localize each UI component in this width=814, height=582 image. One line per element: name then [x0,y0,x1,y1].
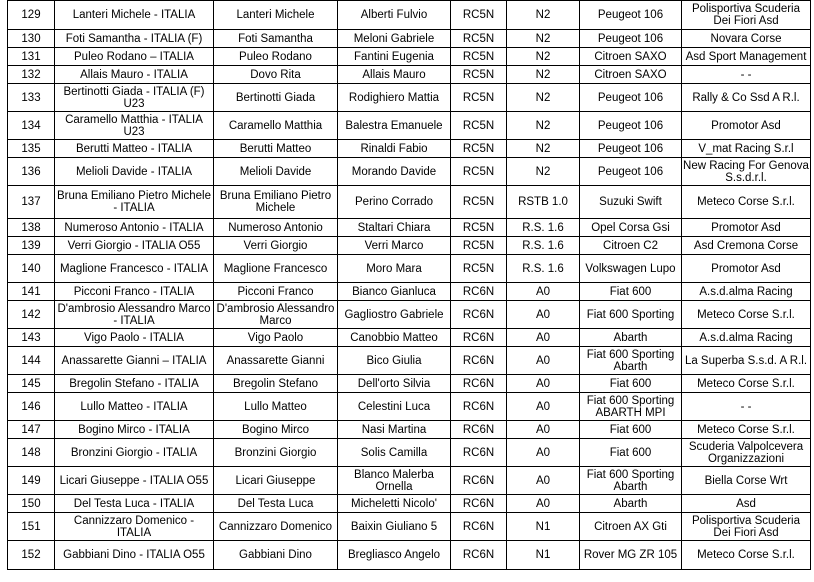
entry-list-body [8,1,811,570]
class-cell: R.S. 1.6 [507,237,580,255]
team-cell: Asd Sport Management [682,48,811,66]
class-cell: N2 [507,66,580,84]
team-cell: Meteco Corse S.r.l. [682,186,811,219]
group-cell: RC6N [451,467,507,495]
first-driver-cell: Caramello Matthia [214,112,338,140]
driver-nationality-cell: Caramello Matthia - ITALIA U23 [55,112,214,140]
group-cell: RC5N [451,158,507,186]
entry-number-cell: 144 [8,347,55,375]
car-model-cell: Citroen SAXO [580,66,682,84]
car-model-cell: Fiat 600 [580,439,682,467]
driver-nationality-cell: Lanteri Michele - ITALIA [55,1,214,30]
entry-number-cell: 134 [8,112,55,140]
class-cell: N2 [507,30,580,48]
first-driver-cell: Gabbiani Dino [214,541,338,570]
table-row [8,255,811,283]
entry-list-table [7,0,811,570]
class-cell: N2 [507,48,580,66]
driver-nationality-cell: Bogino Mirco - ITALIA [55,421,214,439]
group-cell: RC5N [451,66,507,84]
group-cell: RC6N [451,347,507,375]
first-driver-cell: Lanteri Michele [214,1,338,30]
team-cell: Meteco Corse S.r.l. [682,541,811,570]
table-row [8,375,811,393]
entry-number-cell: 129 [8,1,55,30]
table-row [8,347,811,375]
car-model-cell: Peugeot 106 [580,112,682,140]
first-driver-cell: Verri Giorgio [214,237,338,255]
co-driver-cell: Bico Giulia [338,347,451,375]
table-row [8,301,811,329]
driver-nationality-cell: Gabbiani Dino - ITALIA O55 [55,541,214,570]
driver-nationality-cell: Foti Samantha - ITALIA (F) [55,30,214,48]
table-row [8,84,811,112]
co-driver-cell: Meloni Gabriele [338,30,451,48]
table-row [8,439,811,467]
driver-nationality-cell: Cannizzaro Domenico - ITALIA [55,513,214,541]
table-row [8,1,811,30]
table-row [8,30,811,48]
car-model-cell: Fiat 600 Sporting Abarth [580,467,682,495]
driver-nationality-cell: Anassarette Gianni – ITALIA [55,347,214,375]
first-driver-cell: Bruna Emiliano Pietro Michele [214,186,338,219]
driver-nationality-cell: Melioli Davide - ITALIA [55,158,214,186]
table-row [8,140,811,158]
table-row [8,66,811,84]
first-driver-cell: D'ambrosio Alessandro Marco [214,301,338,329]
car-model-cell: Fiat 600 Sporting [580,301,682,329]
team-cell: V_mat Racing S.r.l [682,140,811,158]
car-model-cell: Peugeot 106 [580,158,682,186]
group-cell: RC6N [451,513,507,541]
entry-number-cell: 141 [8,283,55,301]
co-driver-cell: Bregliasco Angelo [338,541,451,570]
table-row [8,393,811,421]
class-cell: R.S. 1.6 [507,255,580,283]
first-driver-cell: Vigo Paolo [214,329,338,347]
table-row [8,421,811,439]
co-driver-cell: Allais Mauro [338,66,451,84]
co-driver-cell: Rinaldi Fabio [338,140,451,158]
car-model-cell: Abarth [580,495,682,513]
class-cell: A0 [507,393,580,421]
table-row [8,219,811,237]
driver-nationality-cell: Vigo Paolo - ITALIA [55,329,214,347]
table-row [8,48,811,66]
team-cell: Asd Cremona Corse [682,237,811,255]
car-model-cell: Opel Corsa Gsi [580,219,682,237]
entry-number-cell: 135 [8,140,55,158]
first-driver-cell: Dovo Rita [214,66,338,84]
first-driver-cell: Cannizzaro Domenico [214,513,338,541]
class-cell: N2 [507,140,580,158]
car-model-cell: Volkswagen Lupo [580,255,682,283]
group-cell: RC5N [451,1,507,30]
group-cell: RC5N [451,219,507,237]
entry-number-cell: 133 [8,84,55,112]
table-row [8,158,811,186]
driver-nationality-cell: Puleo Rodano – ITALIA [55,48,214,66]
car-model-cell: Citroen SAXO [580,48,682,66]
class-cell: N2 [507,112,580,140]
table-row [8,329,811,347]
entry-number-cell: 148 [8,439,55,467]
table-row [8,112,811,140]
car-model-cell: Peugeot 106 [580,140,682,158]
first-driver-cell: Lullo Matteo [214,393,338,421]
class-cell: A0 [507,347,580,375]
entry-number-cell: 131 [8,48,55,66]
class-cell: N2 [507,84,580,112]
car-model-cell: Peugeot 106 [580,84,682,112]
co-driver-cell: Verri Marco [338,237,451,255]
team-cell: Scuderia Valpolcevera Organizzazioni [682,439,811,467]
driver-nationality-cell: Bronzini Giorgio - ITALIA [55,439,214,467]
team-cell: Rally & Co Ssd A R.l. [682,84,811,112]
group-cell: RC5N [451,30,507,48]
entry-number-cell: 130 [8,30,55,48]
team-cell: A.s.d.alma Racing [682,283,811,301]
class-cell: N2 [507,1,580,30]
group-cell: RC5N [451,140,507,158]
first-driver-cell: Bertinotti Giada [214,84,338,112]
first-driver-cell: Berutti Matteo [214,140,338,158]
first-driver-cell: Picconi Franco [214,283,338,301]
team-cell: Promotor Asd [682,255,811,283]
co-driver-cell: Nasi Martina [338,421,451,439]
car-model-cell: Abarth [580,329,682,347]
class-cell: A0 [507,467,580,495]
entry-number-cell: 136 [8,158,55,186]
co-driver-cell: Staltari Chiara [338,219,451,237]
table-row [8,513,811,541]
entry-number-cell: 150 [8,495,55,513]
entry-number-cell: 152 [8,541,55,570]
co-driver-cell: Bianco Gianluca [338,283,451,301]
entry-number-cell: 140 [8,255,55,283]
car-model-cell: Rover MG ZR 105 [580,541,682,570]
group-cell: RC6N [451,495,507,513]
class-cell: A0 [507,439,580,467]
team-cell: Meteco Corse S.r.l. [682,301,811,329]
driver-nationality-cell: Lullo Matteo - ITALIA [55,393,214,421]
first-driver-cell: Numeroso Antonio [214,219,338,237]
team-cell: Novara Corse [682,30,811,48]
car-model-cell: Fiat 600 [580,283,682,301]
driver-nationality-cell: Picconi Franco - ITALIA [55,283,214,301]
car-model-cell: Citroen C2 [580,237,682,255]
entry-number-cell: 143 [8,329,55,347]
group-cell: RC6N [451,375,507,393]
team-cell: Asd [682,495,811,513]
table-row [8,237,811,255]
class-cell: A0 [507,495,580,513]
entry-number-cell: 145 [8,375,55,393]
table-row [8,283,811,301]
group-cell: RC5N [451,255,507,283]
table-row [8,541,811,570]
co-driver-cell: Rodighiero Mattia [338,84,451,112]
driver-nationality-cell: Verri Giorgio - ITALIA O55 [55,237,214,255]
class-cell: N2 [507,158,580,186]
car-model-cell: Fiat 600 Sporting ABARTH MPI [580,393,682,421]
co-driver-cell: Moro Mara [338,255,451,283]
group-cell: RC5N [451,84,507,112]
class-cell: A0 [507,283,580,301]
co-driver-cell: Solis Camilla [338,439,451,467]
first-driver-cell: Melioli Davide [214,158,338,186]
co-driver-cell: Dell'orto Silvia [338,375,451,393]
class-cell: R.S. 1.6 [507,219,580,237]
co-driver-cell: Fantini Eugenia [338,48,451,66]
co-driver-cell: Baixin Giuliano 5 [338,513,451,541]
group-cell: RC5N [451,48,507,66]
entry-number-cell: 146 [8,393,55,421]
group-cell: RC6N [451,301,507,329]
table-row [8,186,811,219]
team-cell: Biella Corse Wrt [682,467,811,495]
class-cell: A0 [507,329,580,347]
team-cell: - - [682,66,811,84]
group-cell: RC6N [451,329,507,347]
group-cell: RC6N [451,421,507,439]
class-cell: N1 [507,513,580,541]
first-driver-cell: Puleo Rodano [214,48,338,66]
first-driver-cell: Maglione Francesco [214,255,338,283]
car-model-cell: Peugeot 106 [580,30,682,48]
co-driver-cell: Balestra Emanuele [338,112,451,140]
co-driver-cell: Gagliostro Gabriele [338,301,451,329]
class-cell: A0 [507,375,580,393]
team-cell: Polisportiva Scuderia Dei Fiori Asd [682,513,811,541]
class-cell: A0 [507,301,580,329]
group-cell: RC6N [451,283,507,301]
driver-nationality-cell: Numeroso Antonio - ITALIA [55,219,214,237]
co-driver-cell: Micheletti Nicolo' [338,495,451,513]
co-driver-cell: Alberti Fulvio [338,1,451,30]
driver-nationality-cell: Maglione Francesco - ITALIA [55,255,214,283]
car-model-cell: Suzuki Swift [580,186,682,219]
driver-nationality-cell: Bregolin Stefano - ITALIA [55,375,214,393]
car-model-cell: Fiat 600 Sporting Abarth [580,347,682,375]
entry-number-cell: 142 [8,301,55,329]
entry-number-cell: 147 [8,421,55,439]
group-cell: RC6N [451,393,507,421]
first-driver-cell: Bogino Mirco [214,421,338,439]
team-cell: Meteco Corse S.r.l. [682,421,811,439]
class-cell: N1 [507,541,580,570]
co-driver-cell: Perino Corrado [338,186,451,219]
group-cell: RC5N [451,186,507,219]
car-model-cell: Citroen AX Gti [580,513,682,541]
team-cell: La Superba S.s.d. A R.l. [682,347,811,375]
driver-nationality-cell: D'ambrosio Alessandro Marco - ITALIA [55,301,214,329]
car-model-cell: Peugeot 106 [580,1,682,30]
team-cell: - - [682,393,811,421]
car-model-cell: Fiat 600 [580,421,682,439]
group-cell: RC6N [451,439,507,467]
group-cell: RC5N [451,112,507,140]
driver-nationality-cell: Berutti Matteo - ITALIA [55,140,214,158]
first-driver-cell: Bregolin Stefano [214,375,338,393]
driver-nationality-cell: Bruna Emiliano Pietro Michele - ITALIA [55,186,214,219]
class-cell: RSTB 1.0 [507,186,580,219]
car-model-cell: Fiat 600 [580,375,682,393]
team-cell: Polisportiva Scuderia Dei Fiori Asd [682,1,811,30]
entry-number-cell: 132 [8,66,55,84]
co-driver-cell: Canobbio Matteo [338,329,451,347]
driver-nationality-cell: Bertinotti Giada - ITALIA (F) U23 [55,84,214,112]
first-driver-cell: Licari Giuseppe [214,467,338,495]
entry-number-cell: 137 [8,186,55,219]
driver-nationality-cell: Allais Mauro - ITALIA [55,66,214,84]
first-driver-cell: Del Testa Luca [214,495,338,513]
team-cell: New Racing For Genova S.s.d.r.l. [683,159,809,184]
entry-number-cell: 139 [8,237,55,255]
co-driver-cell: Morando Davide [338,158,451,186]
driver-nationality-cell: Del Testa Luca - ITALIA [55,495,214,513]
co-driver-cell: Blanco Malerba Ornella [338,467,451,495]
team-cell: Meteco Corse S.r.l. [682,375,811,393]
entry-number-cell: 151 [8,513,55,541]
first-driver-cell: Foti Samantha [214,30,338,48]
co-driver-cell: Celestini Luca [338,393,451,421]
team-cell: Promotor Asd [682,219,811,237]
entry-number-cell: 138 [8,219,55,237]
first-driver-cell: Bronzini Giorgio [214,439,338,467]
group-cell: RC6N [451,541,507,570]
class-cell: A0 [507,421,580,439]
group-cell: RC5N [451,237,507,255]
entry-number-cell: 149 [8,467,55,495]
team-cell: Promotor Asd [682,112,811,140]
team-cell: A.s.d.alma Racing [682,329,811,347]
table-row [8,495,811,513]
first-driver-cell: Anassarette Gianni [214,347,338,375]
driver-nationality-cell: Licari Giuseppe - ITALIA O55 [55,467,214,495]
table-row [8,467,811,495]
